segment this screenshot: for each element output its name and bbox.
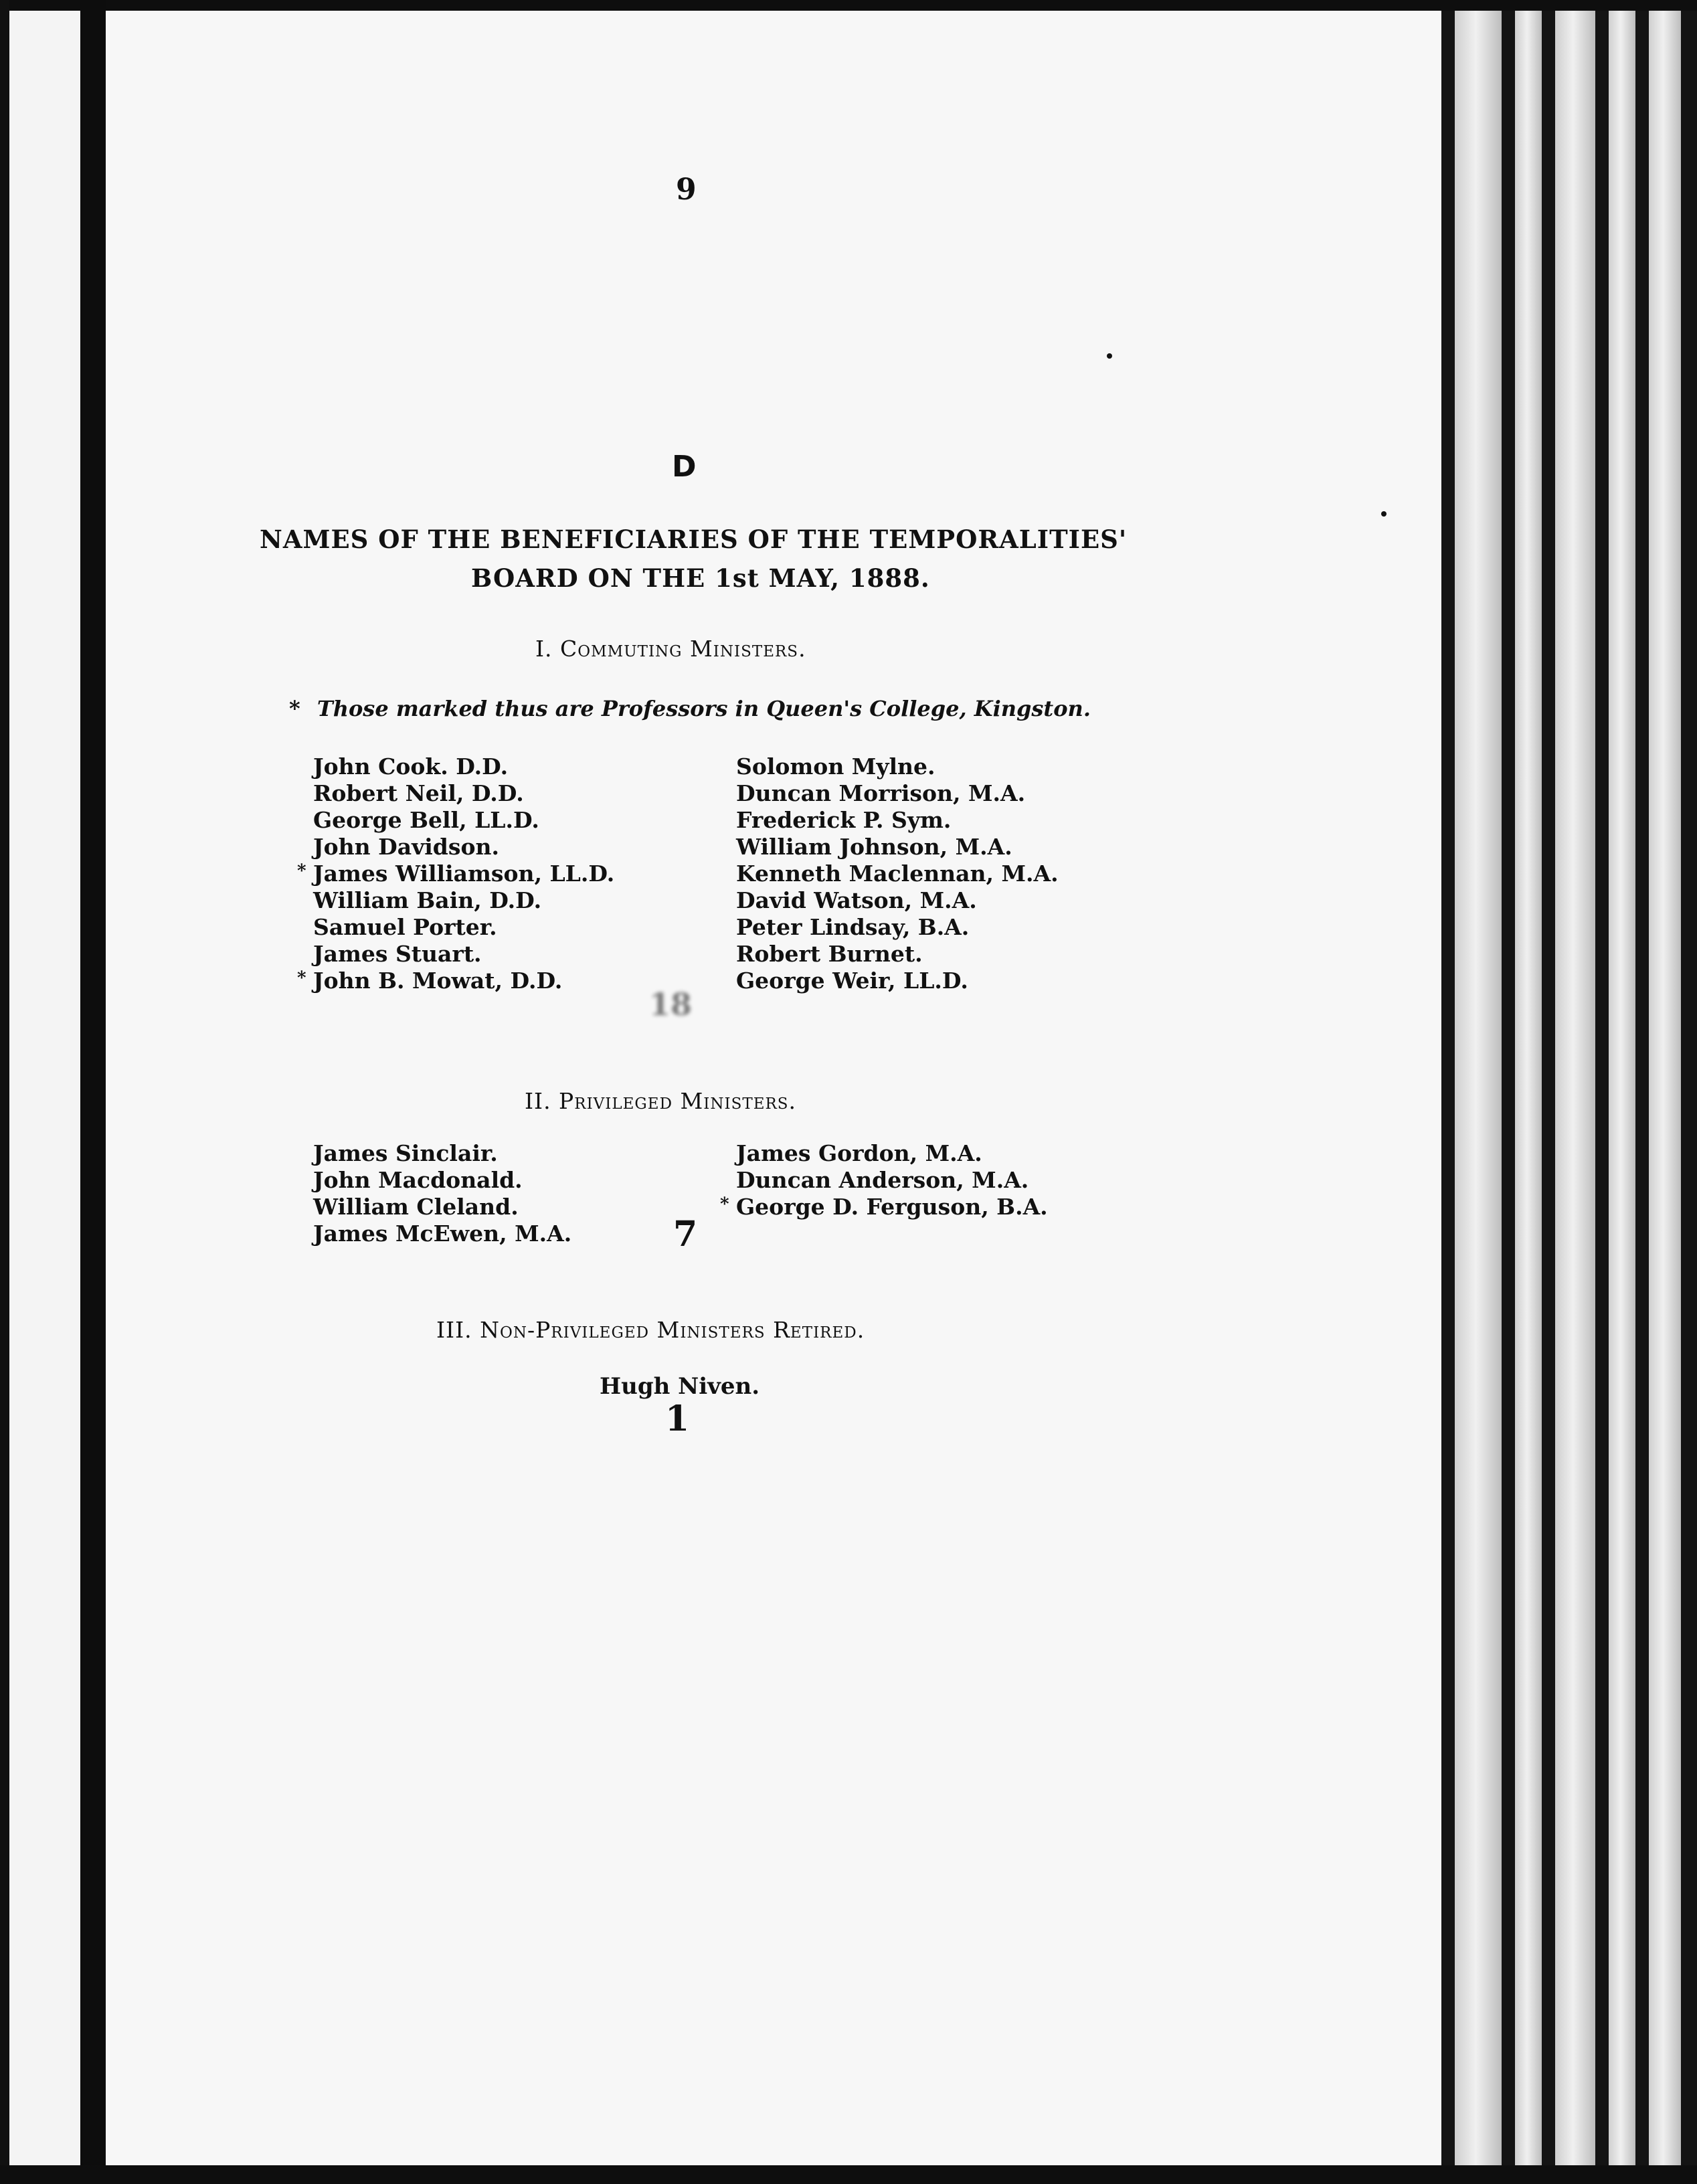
note-text: Those marked thus are Professors in Queen's College, Kingston. <box>317 696 1091 721</box>
scan-edge-top <box>0 0 1697 11</box>
list-item: Hugh Niven. <box>600 1373 760 1400</box>
scan-speck <box>1381 511 1387 517</box>
minister-name: John B. Mowat, D.D. <box>313 968 563 994</box>
privileged-left-column <box>313 1140 571 1247</box>
minister-name: Robert Neil, D.D. <box>313 780 524 806</box>
commuting-right-column <box>736 753 1059 994</box>
fore-edge-leaf <box>1455 11 1502 2165</box>
book-fore-edge <box>1441 11 1697 2165</box>
list-item <box>720 1194 1048 1220</box>
note-marker: * <box>289 696 300 721</box>
document-page <box>106 11 1443 2164</box>
fore-edge-leaf <box>1609 11 1635 2165</box>
list-item <box>313 914 614 941</box>
page-title-line-2: BOARD ON THE 1st MAY, 1888. <box>471 563 930 593</box>
list-item: James Gordon, M.A. <box>736 1140 982 1166</box>
list-item: James Sinclair. <box>313 1140 498 1166</box>
section-heading-commuting: I. Commuting Ministers. <box>535 636 806 662</box>
scan-edge-left <box>0 0 9 2184</box>
professors-note <box>289 696 1091 721</box>
minister-name: William Bain, D.D. <box>313 887 542 913</box>
professor-marker: * <box>297 968 306 988</box>
minister-name: George Bell, LL.D. <box>313 807 539 833</box>
commuting-left-column <box>297 753 615 994</box>
list-item <box>313 834 614 860</box>
list-item: James McEwen, M.A. <box>313 1220 572 1247</box>
appendix-letter: D <box>672 450 697 484</box>
list-item: David Watson, M.A. <box>736 887 977 913</box>
page-number: 9 <box>676 173 697 207</box>
list-item: William Cleland. <box>313 1194 519 1220</box>
fore-edge-leaf <box>1649 11 1681 2165</box>
minister-name: Samuel Porter. <box>313 914 497 940</box>
scan-edge-bottom <box>0 2165 1697 2184</box>
list-item: Robert Burnet. <box>736 941 923 967</box>
list-item <box>313 780 614 807</box>
section-heading-privileged: II. Privileged Ministers. <box>525 1088 797 1114</box>
commuting-tally: 18 <box>649 986 693 1022</box>
list-item <box>313 941 614 968</box>
privileged-right-column <box>720 1140 1048 1220</box>
list-item <box>313 753 614 780</box>
professor-marker: * <box>297 861 306 881</box>
list-item: Duncan Morrison, M.A. <box>736 780 1026 806</box>
minister-name: James Williamson, LL.D. <box>313 860 615 887</box>
minister-name: John Davidson. <box>313 834 499 860</box>
list-item: Duncan Anderson, M.A. <box>736 1167 1029 1193</box>
list-item <box>297 860 615 887</box>
list-item <box>297 968 614 994</box>
scan-speck <box>1107 353 1112 359</box>
professor-marker: * <box>720 1194 729 1214</box>
list-item: Solomon Mylne. <box>736 753 935 780</box>
page-title-line-1: NAMES OF THE BENEFICIARIES OF THE TEMPORALITIES' <box>260 525 1128 554</box>
list-item: George Weir, LL.D. <box>736 968 968 994</box>
minister-name: John Cook. D.D. <box>313 753 509 780</box>
minister-name: George D. Ferguson, B.A. <box>736 1194 1048 1220</box>
list-item: John Macdonald. <box>313 1167 523 1193</box>
fore-edge-leaf <box>1555 11 1595 2165</box>
non-privileged-tally: 1 <box>665 1398 690 1439</box>
fore-edge-leaf <box>1515 11 1542 2165</box>
privileged-tally: 7 <box>673 1214 698 1255</box>
list-item: William Johnson, M.A. <box>736 834 1012 860</box>
list-item: Kenneth Maclennan, M.A. <box>736 860 1059 887</box>
list-item: Peter Lindsay, B.A. <box>736 914 970 940</box>
list-item <box>313 807 614 834</box>
minister-name: James Stuart. <box>313 941 482 967</box>
list-item <box>313 887 614 914</box>
book-gutter <box>80 0 106 2184</box>
section-heading-non-privileged: III. Non-Privileged Ministers Retired. <box>436 1317 865 1343</box>
previous-page-margin <box>9 11 80 2165</box>
list-item: Frederick P. Sym. <box>736 807 952 833</box>
